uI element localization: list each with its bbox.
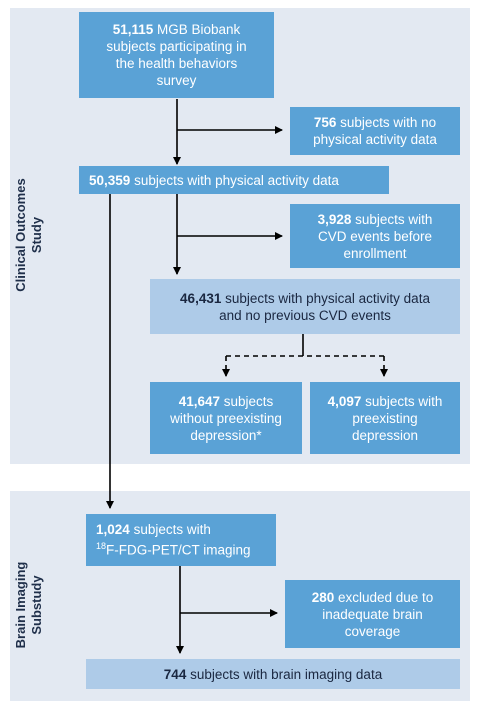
- box-survey-participants: 51,115 MGB Biobank subjects participating in the health behaviors survey: [79, 12, 274, 98]
- box-no-physical-activity: 756 subjects with no physical activity data: [290, 107, 460, 155]
- brain-imaging-label: Brain Imaging Substudy: [13, 561, 44, 649]
- box-pet-ct-imaging: 1,024 subjects with $^{18}$F-FDG-PET/CT imaging: [86, 514, 276, 566]
- box-brain-imaging-data: 744 subjects with brain imaging data: [86, 659, 460, 689]
- box-excluded-coverage: 280 excluded due to inadequate brain coverage: [285, 580, 460, 648]
- box-with-depression: 4,097 subjects with preexisting depression: [310, 382, 460, 454]
- box-cvd-before-enrollment: 3,928 subjects with CVD events before enrollment: [290, 204, 460, 268]
- clinical-outcomes-label: Clinical Outcomes Study: [13, 178, 44, 292]
- box-no-previous-cvd: 46,431 subjects with physical activity data and no previous CVD events: [150, 279, 460, 334]
- box-without-depression: 41,647 subjects without preexisting depression*: [150, 382, 302, 454]
- box-with-physical-activity: 50,359 subjects with physical activity data: [79, 166, 389, 194]
